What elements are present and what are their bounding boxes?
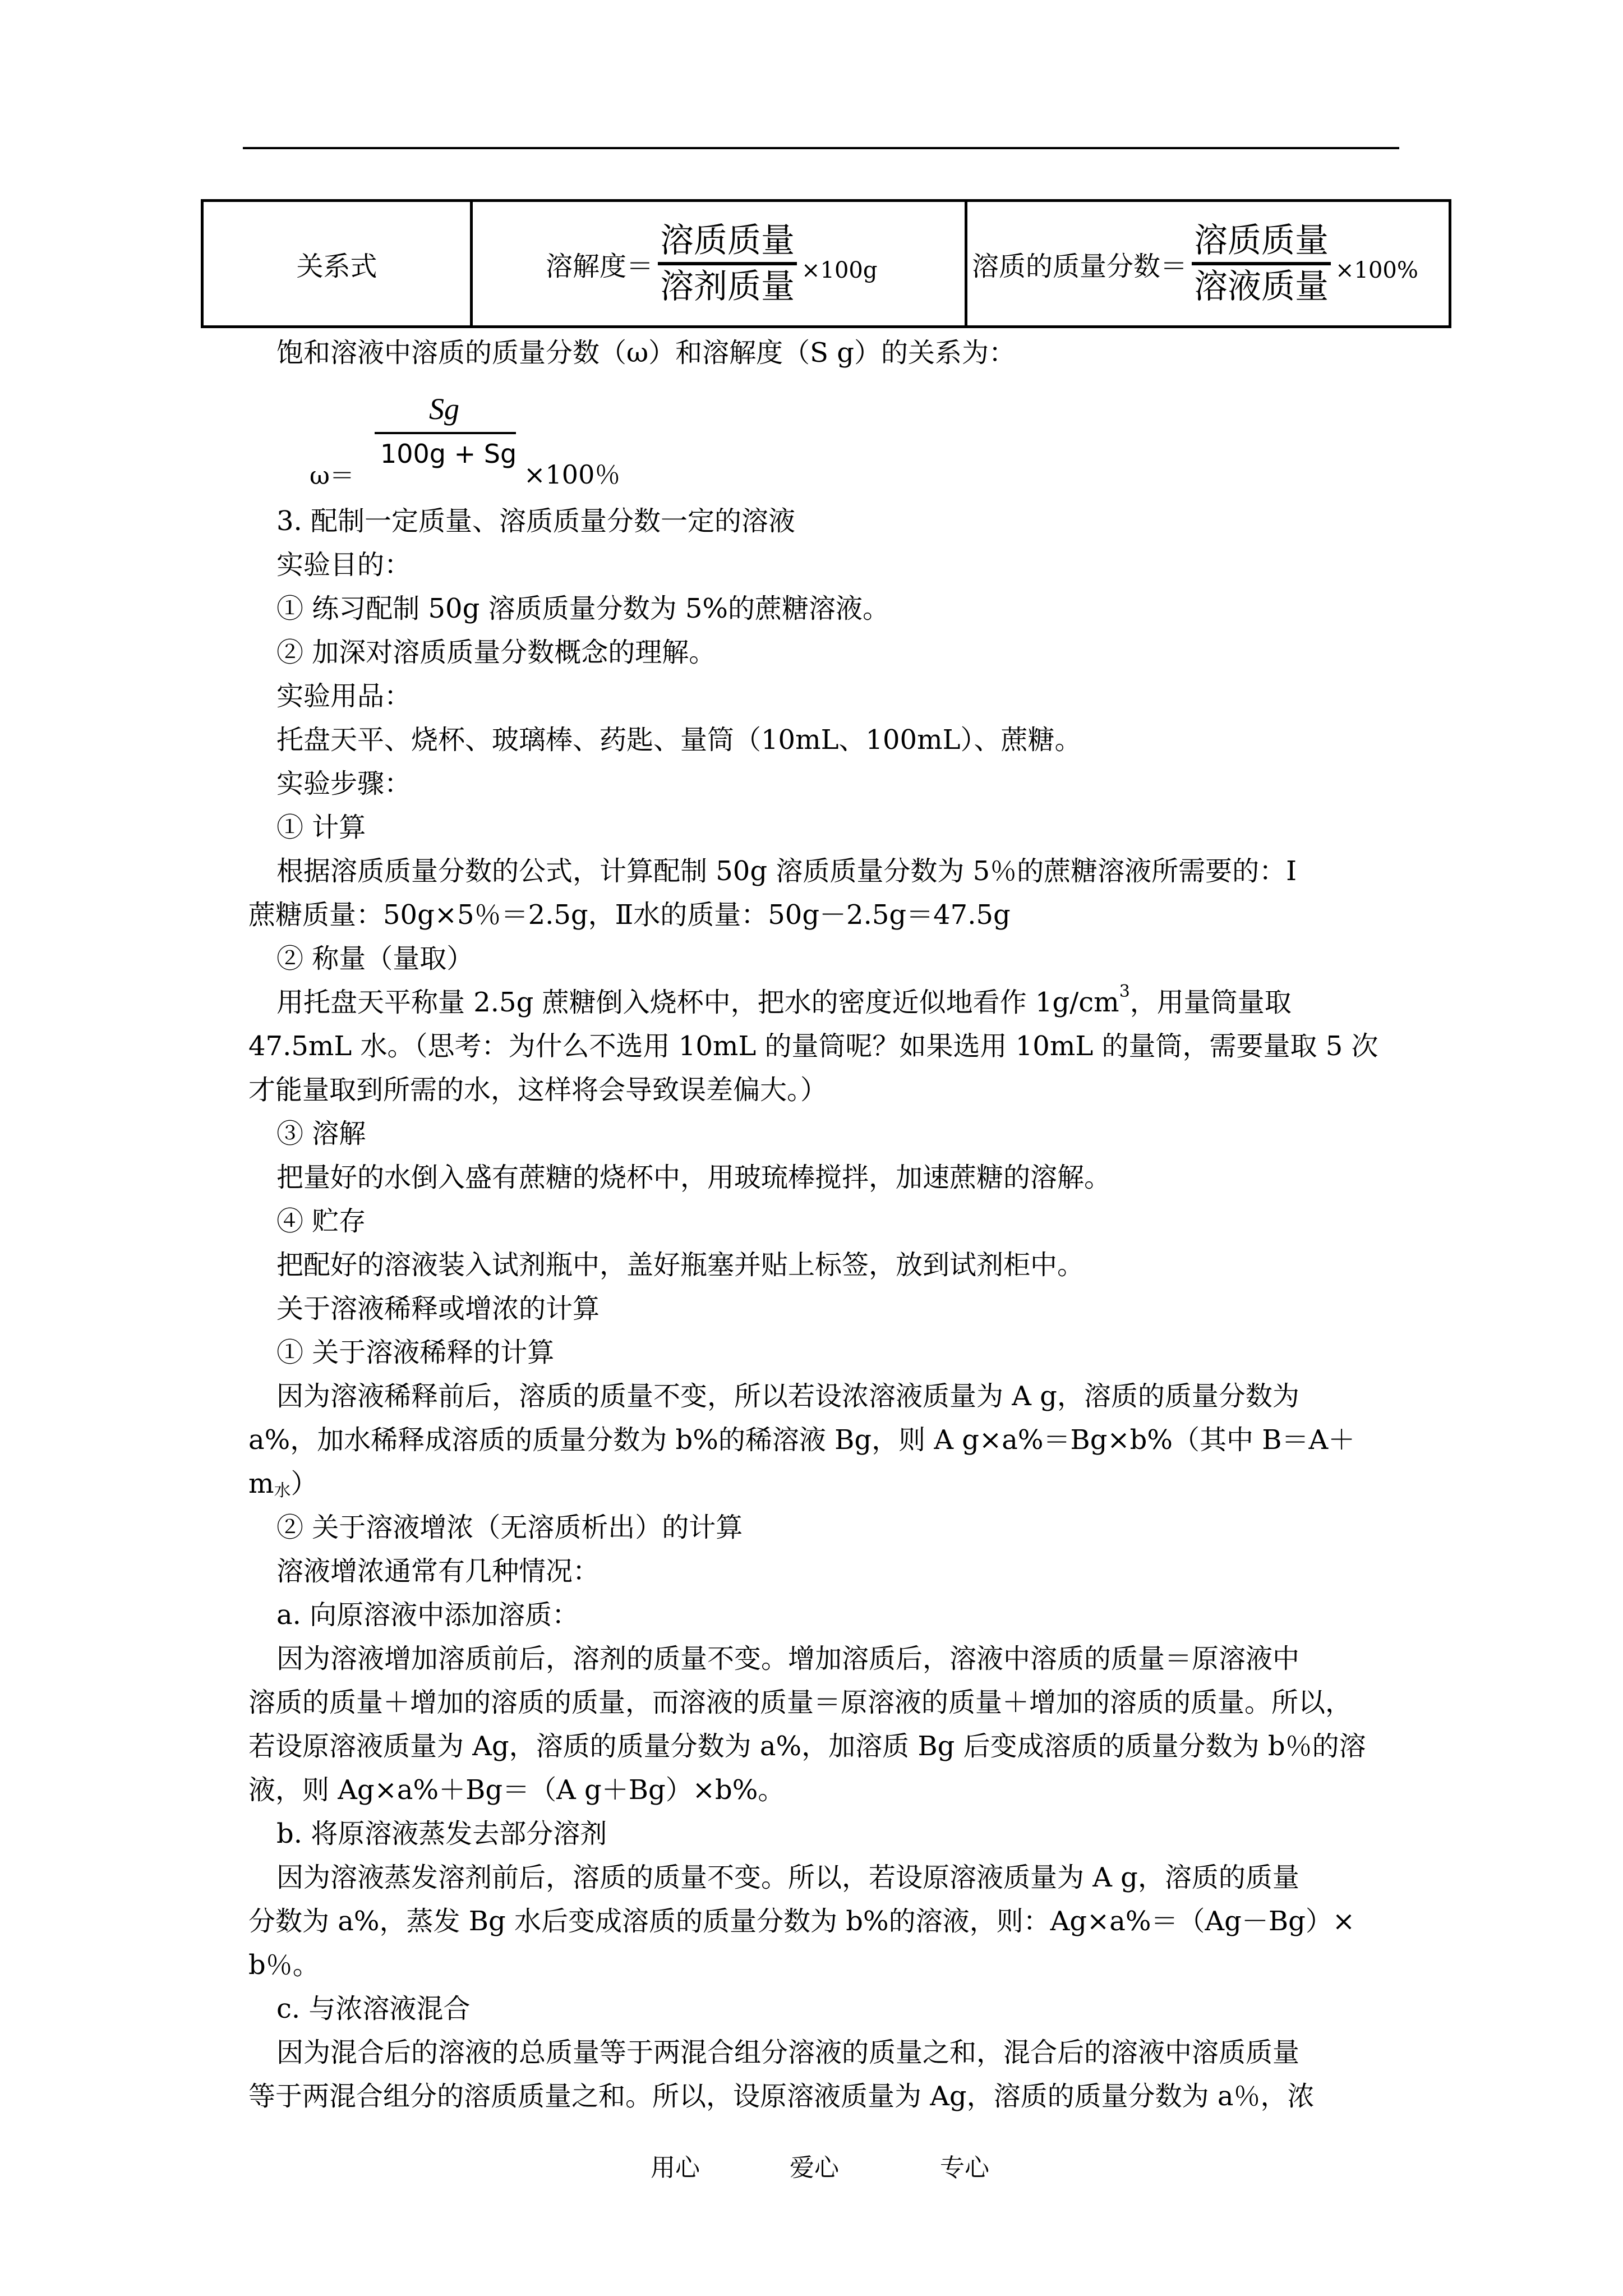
mass-fraction-formula-cell (966, 201, 1450, 327)
solubility-formula-cell (472, 201, 966, 327)
mass-fraction-suffix: ×100% (1335, 257, 1418, 283)
paragraph-line: 把配好的溶液装入试剂瓶中，盖好瓶塞并贴上标签，放到试剂柜中。 (276, 1249, 1085, 1281)
relation-table (201, 199, 1451, 328)
omega-intro: 饱和溶液中溶质的质量分数（ω）和溶解度（S g）的关系为： (276, 337, 1016, 369)
subheading: 实验目的： (276, 549, 412, 581)
text-run: 用托盘天平称量 2.5g 蔗糖倒入烧杯中，把水的密度近似地看作 1g/cm (276, 987, 1119, 1018)
fraction-bar (375, 432, 516, 434)
paragraph-line: 根据溶质质量分数的公式，计算配制 50g 溶质质量分数为 5％的蔗糖溶液所需要的：Ⅰ (276, 855, 1297, 887)
text-run: ） (291, 1468, 318, 1499)
mass-fraction-numerator: 溶质质量 (1194, 221, 1329, 260)
paragraph-line (276, 981, 1292, 1024)
list-item: ② 加深对溶质质量分数概念的理解。 (276, 637, 716, 668)
header-rule (243, 147, 1399, 149)
paragraph-line: 因为溶液蒸发溶剂前后，溶质的质量不变。所以，若设原溶液质量为 A g，溶质的质量 (276, 1862, 1299, 1893)
list-item: b. 将原溶液蒸发去部分溶剂 (276, 1818, 607, 1849)
list-item: ② 称量（量取） (276, 943, 474, 974)
paragraph-line: a%，加水稀释成溶质的质量分数为 b%的稀溶液 Bg，则 A g×a%＝Bg×b%（其中 B＝A＋ (248, 1424, 1355, 1456)
paragraph-line: 若设原溶液质量为 Ag，溶质的质量分数为 a%，加溶质 Bg 后变成溶质的质量分数为 b％的溶 (248, 1731, 1366, 1762)
paragraph-line: 液，则 Ag×a%＋Bg＝（A g＋Bg）×b%。 (248, 1774, 785, 1806)
subscript: 水 (274, 1481, 291, 1501)
subheading: 关于溶液稀释或增浓的计算 (276, 1293, 600, 1324)
paragraph-line: 分数为 a%，蒸发 Bg 水后变成溶质的质量分数为 b%的溶液，则：Ag×a%＝（Ag－Bg）× (248, 1906, 1355, 1937)
paragraph-line: 溶质的质量＋增加的溶质的质量，而溶液的质量＝原溶液的质量＋增加的溶质的质量。所以， (248, 1687, 1353, 1718)
omega-numerator: Sg (429, 392, 459, 426)
solubility-suffix: ×100g (801, 257, 878, 283)
omega-denominator: 100g + Sg (380, 439, 517, 469)
mass-fraction-denominator: 溶液质量 (1194, 267, 1329, 306)
paragraph-line: 托盘天平、烧杯、玻璃棒、药匙、量筒（10mL、100mL）、蔗糖。 (276, 724, 1082, 756)
subheading: 实验步骤： (276, 768, 412, 799)
solubility-fraction (658, 219, 797, 308)
footer-text: 专心 (940, 2154, 989, 2182)
mass-fraction-label: 溶质的质量分数＝ (972, 250, 1188, 282)
list-item: ③ 溶解 (276, 1118, 366, 1149)
list-item: ① 关于溶液稀释的计算 (276, 1337, 555, 1368)
section-heading: 3. 配制一定质量、溶质质量分数一定的溶液 (276, 505, 796, 537)
footer-text: 用心 (651, 2154, 700, 2182)
mass-fraction-fraction (1192, 219, 1331, 308)
paragraph-line: 因为混合后的溶液的总质量等于两混合组分溶液的质量之和，混合后的溶液中溶质质量 (276, 2037, 1300, 2068)
omega-lhs: ω＝ (310, 462, 354, 490)
paragraph-line: 溶液增浓通常有几种情况： (276, 1556, 600, 1587)
row-label: 关系式 (202, 201, 472, 327)
list-item: ④ 贮存 (276, 1205, 366, 1237)
text-run: ，用量筒量取 (1129, 987, 1292, 1018)
paragraph-line: 把量好的水倒入盛有蔗糖的烧杯中，用玻琉棒搅拌，加速蔗糖的溶解。 (276, 1162, 1112, 1193)
paragraph-line: 蔗糖质量：50g×5％＝2.5g，Ⅱ水的质量：50g－2.5g＝47.5g (248, 899, 1011, 931)
list-item: ② 关于溶液增浓（无溶质析出）的计算 (276, 1512, 743, 1543)
text-run: m (248, 1468, 274, 1499)
omega-rhs: ×100％ (524, 459, 621, 490)
superscript: 3 (1119, 982, 1130, 1001)
paragraph-line: b％。 (248, 1949, 320, 1981)
list-item: c. 与浓溶液混合 (276, 1993, 471, 2024)
list-item: ① 练习配制 50g 溶质质量分数为 5%的蔗糖溶液。 (276, 593, 889, 624)
subheading: 实验用品： (276, 680, 412, 712)
paragraph-line: 因为溶液稀释前后，溶质的质量不变，所以若设浓溶液质量为 A g，溶质的质量分数为 (276, 1381, 1299, 1412)
paragraph-line: 因为溶液增加溶质前后，溶剂的质量不变。增加溶质后，溶液中溶质的质量＝原溶液中 (276, 1643, 1300, 1674)
paragraph-line: 47.5mL 水。（思考：为什么不选用 10mL 的量筒呢？如果选用 10mL 的量筒，需要量取 5 次 (248, 1030, 1378, 1062)
solubility-label: 溶解度＝ (546, 250, 654, 282)
paragraph-line: 才能量取到所需的水，这样将会导致误差偏大。） (248, 1074, 828, 1106)
table-row (202, 201, 1450, 327)
list-item: a. 向原溶液中添加溶质： (276, 1599, 579, 1631)
paragraph-line: 等于两混合组分的溶质质量之和。所以，设原溶液质量为 Ag，溶质的质量分数为 a％，浓 (248, 2081, 1315, 2112)
list-item: ① 计算 (276, 812, 366, 843)
solubility-numerator: 溶质质量 (660, 221, 795, 260)
solubility-denominator: 溶剂质量 (660, 267, 795, 306)
footer-text: 爱心 (790, 2154, 839, 2182)
